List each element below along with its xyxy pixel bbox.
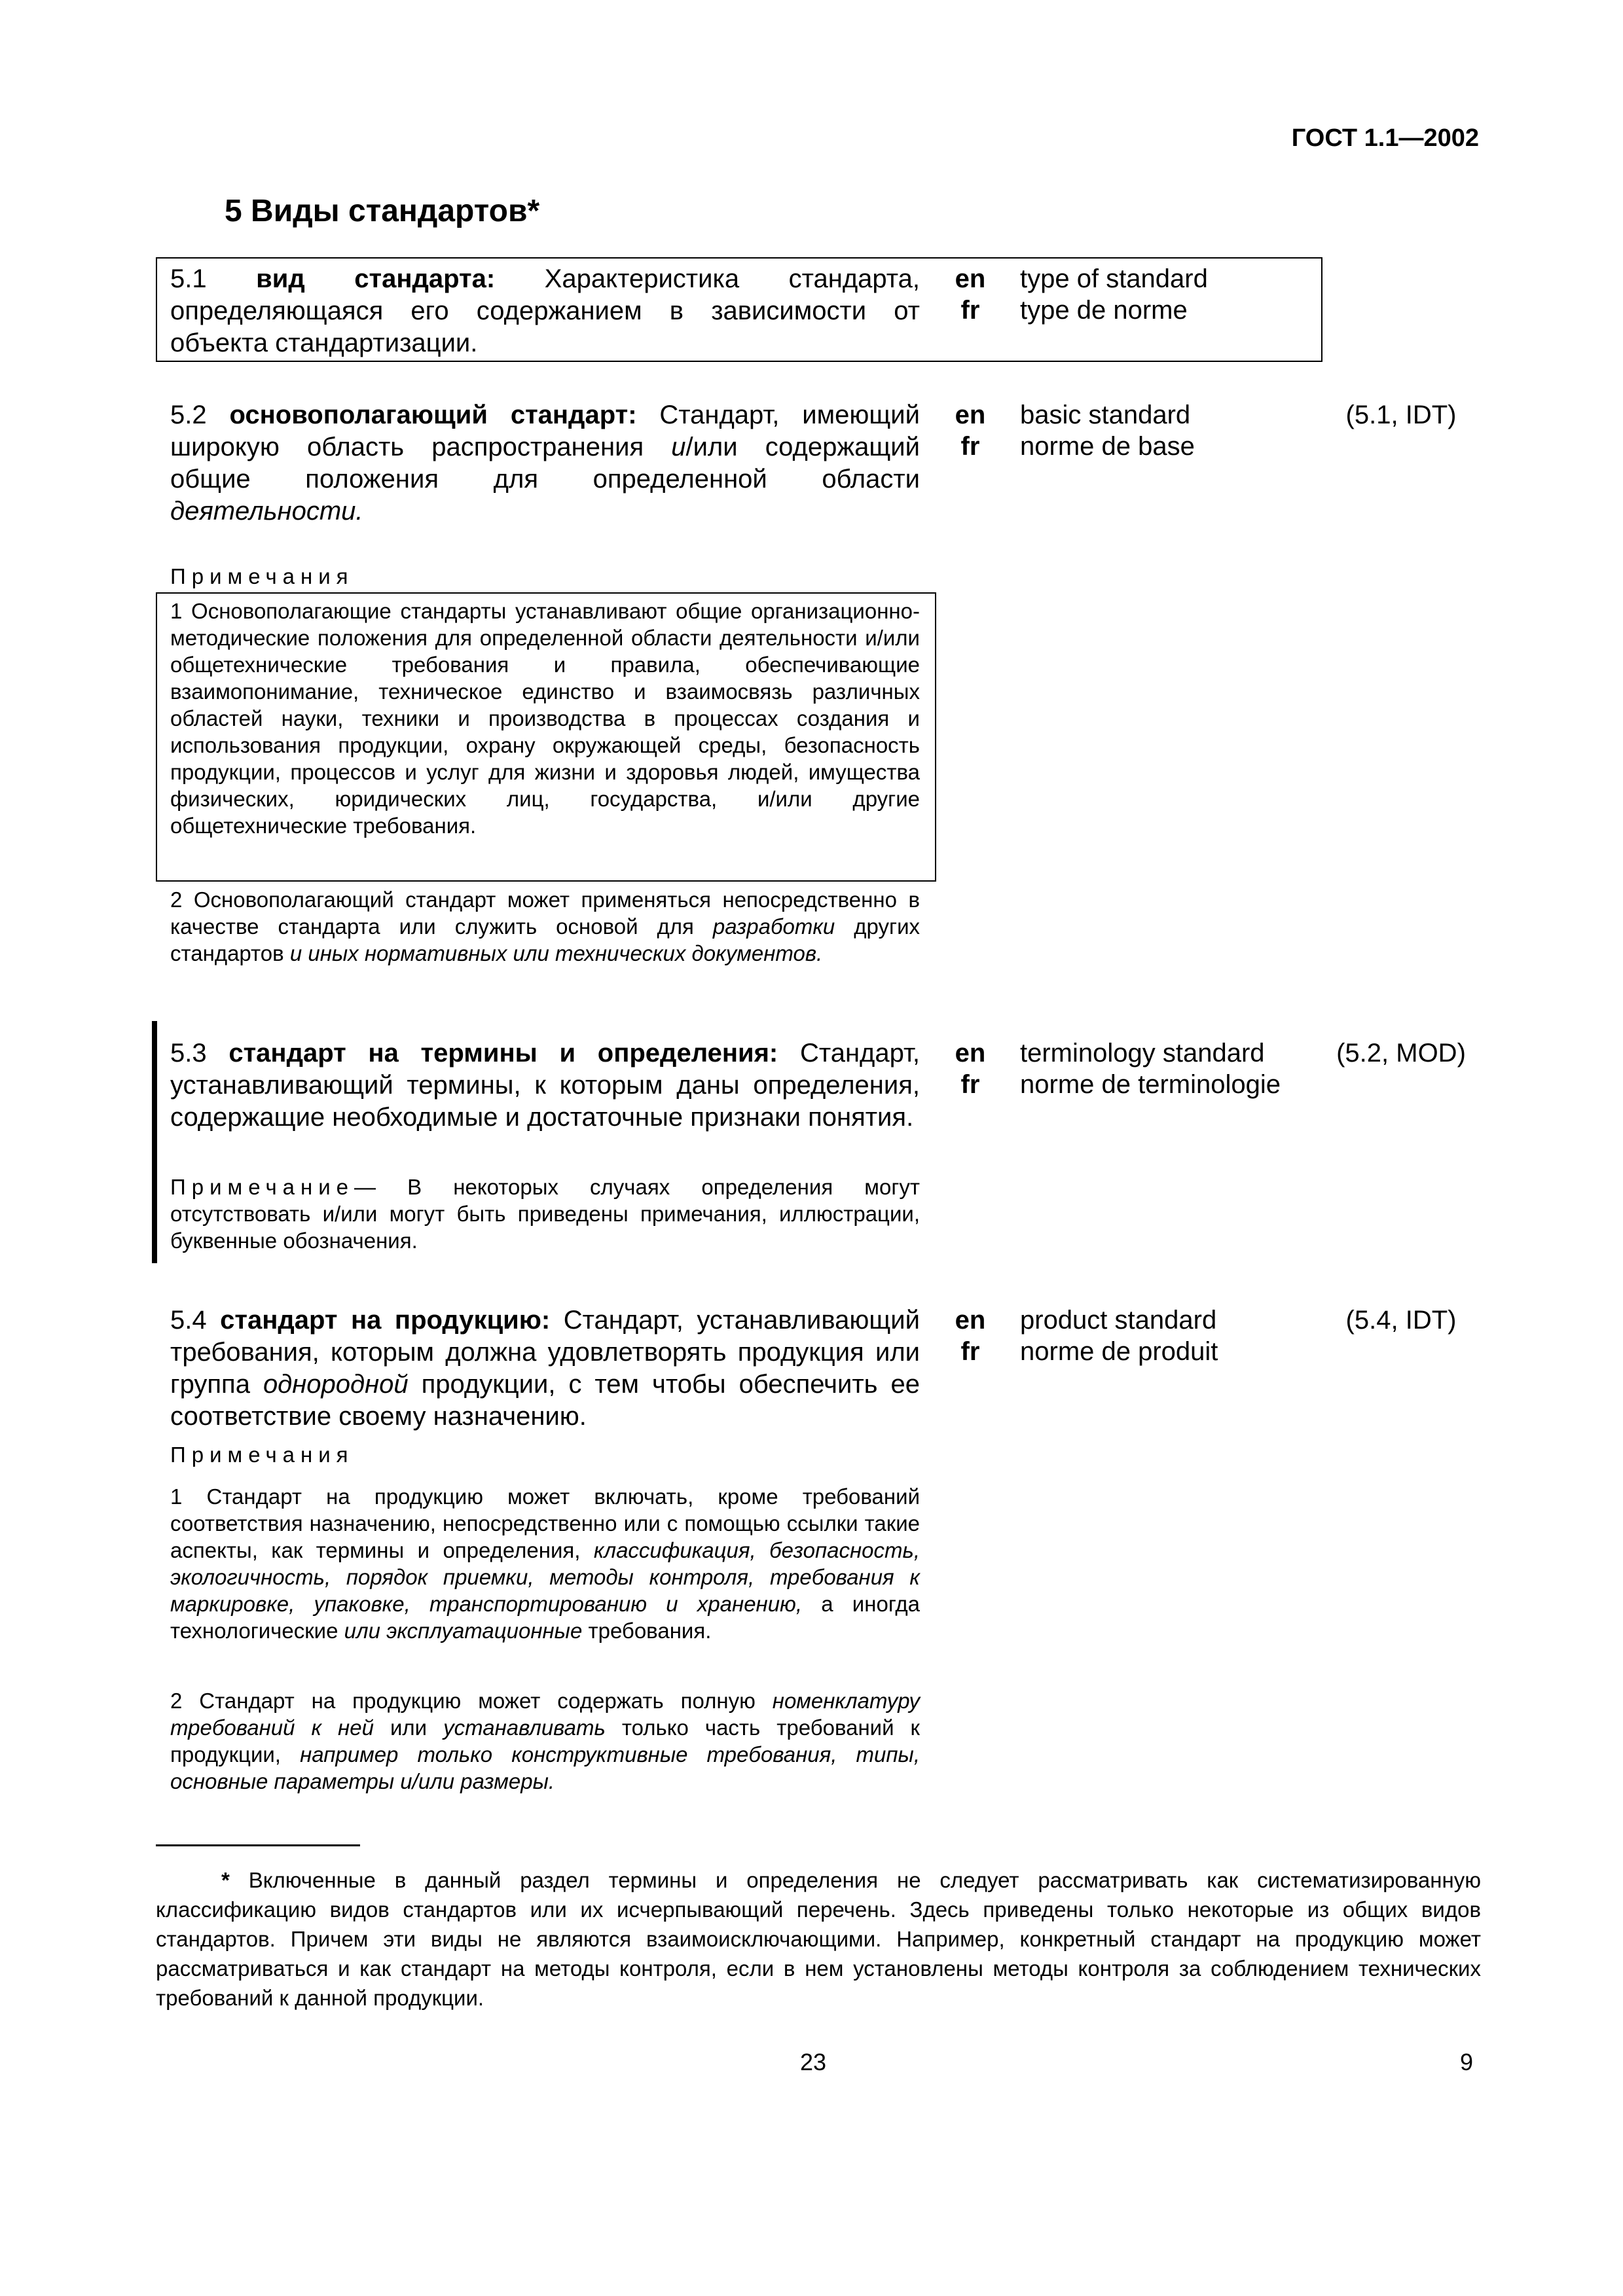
- term-5-2-definition: 5.2 основополагающий стандарт: Стандарт, имеющий широкую область распространения и/или содержащий общие положения для определенной области деятельности.: [170, 401, 920, 526]
- term-5-1-english: type of standard: [1020, 264, 1208, 293]
- footnote: * Включенные в данный раздел термины и определения не следует рассматривать как систематизированную классификацию видов стандартов или их исчерпывающий перечень. Здесь приведены только некоторые из общих видов стандартов. Причем эти виды не являются взаимоисключающими. Например, конкретный стандарт на продукцию может рассматриваться и как стандарт на методы контроля, если в нем установлены методы контроля за соблюдением технических требований к данной продукции.: [156, 1868, 1481, 2010]
- page-number-center: 23: [800, 2049, 827, 2075]
- term-5-3-note: Примечание— В некоторых случаях определения могут отсутствовать и/или могут быть приведены примечания, иллюстрации, буквенные обозначения.: [170, 1175, 920, 1253]
- term-5-3-definition: 5.3 стандарт на термины и определения: Стандарт, устанавливающий термины, к которым даны определения, содержащие необходимые и достаточные признаки понятия.: [170, 1039, 920, 1132]
- term-5-2-note-1: 1 Основополагающие стандарты устанавливают общие организационно-методические положения для определенной области деятельности и/или общетехнические требования и правила, обеспечивающие взаимопонимание, техническое единство и взаимосвязь различных областей науки, техники и производства в процессах создания и использования продукции, охрану окружающей среды, безопасность продукции, процессов и услуг для жизни и здоровья людей, имущества физических, юридических лиц, государства, и/или другие общетехнические требования.: [170, 599, 920, 838]
- term-5-4-lang-en: en: [955, 1306, 986, 1335]
- term-5-3-lang-en: en: [955, 1039, 986, 1067]
- term-5-4-note-1: 1 Стандарт на продукцию может включать, кроме требований соответствия назначению, непосредственно или с помощью ссылки такие аспекты, как термины и определения, классификация, безопасность, экологичность, порядок приемки, методы контроля, требования к маркировке, упаковке, транспортированию и хранению, а иногда технологические или эксплуатационные требования.: [170, 1484, 920, 1643]
- term-5-4-notes-heading: Примечания: [170, 1443, 354, 1467]
- term-5-3-lang-fr: fr: [960, 1070, 980, 1099]
- page-number-right: 9: [1460, 2049, 1474, 2075]
- term-5-4-french: norme de produit: [1020, 1337, 1218, 1366]
- term-5-4-reference: (5.4, IDT): [1345, 1306, 1457, 1335]
- term-5-3-reference: (5.2, MOD): [1336, 1039, 1466, 1067]
- term-5-2-lang-en: en: [955, 401, 986, 429]
- term-5-1-lang-fr: fr: [960, 296, 980, 325]
- term-5-2-reference: (5.1, IDT): [1345, 401, 1457, 429]
- term-5-2-french: norme de base: [1020, 432, 1195, 461]
- term-5-1-lang-en: en: [955, 264, 986, 293]
- term-5-4-lang-fr: fr: [960, 1337, 980, 1366]
- term-5-3-english: terminology standard: [1020, 1039, 1265, 1067]
- section-title: 5 Виды стандартов*: [225, 194, 540, 228]
- term-5-2-english: basic standard: [1020, 401, 1191, 429]
- term-5-4-note-2: 2 Стандарт на продукцию может содержать полную номенклатуру требований к ней или устанавливать только часть требований к продукции, например только конструктивные требования, типы, основные параметры и/или размеры.: [170, 1689, 920, 1793]
- document-code: ГОСТ 1.1—2002: [1291, 124, 1479, 152]
- term-5-3-french: norme de terminologie: [1020, 1070, 1281, 1099]
- term-5-4-definition: 5.4 стандарт на продукцию: Стандарт, устанавливающий требования, которым должна удовлетворять продукция или группа однородной продукции, с тем чтобы обеспечить ее соответствие своему назначению.: [170, 1306, 920, 1431]
- term-5-1-definition: 5.1 вид стандарта: Характеристика стандарта, определяющаяся его содержанием в зависимости от объекта стандартизации.: [170, 264, 920, 357]
- term-5-2-notes-heading: Примечания: [170, 564, 354, 588]
- term-5-2-lang-fr: fr: [960, 432, 980, 461]
- term-5-1-french: type de norme: [1020, 296, 1188, 325]
- footnote-separator: [156, 1844, 360, 1846]
- term-5-4-english: product standard: [1020, 1306, 1217, 1335]
- change-bar: [152, 1021, 157, 1263]
- term-5-2-note-2: 2 Основополагающий стандарт может применяться непосредственно в качестве стандарта или служить основой для разработки других стандартов и иных нормативных или технических документов.: [170, 888, 920, 965]
